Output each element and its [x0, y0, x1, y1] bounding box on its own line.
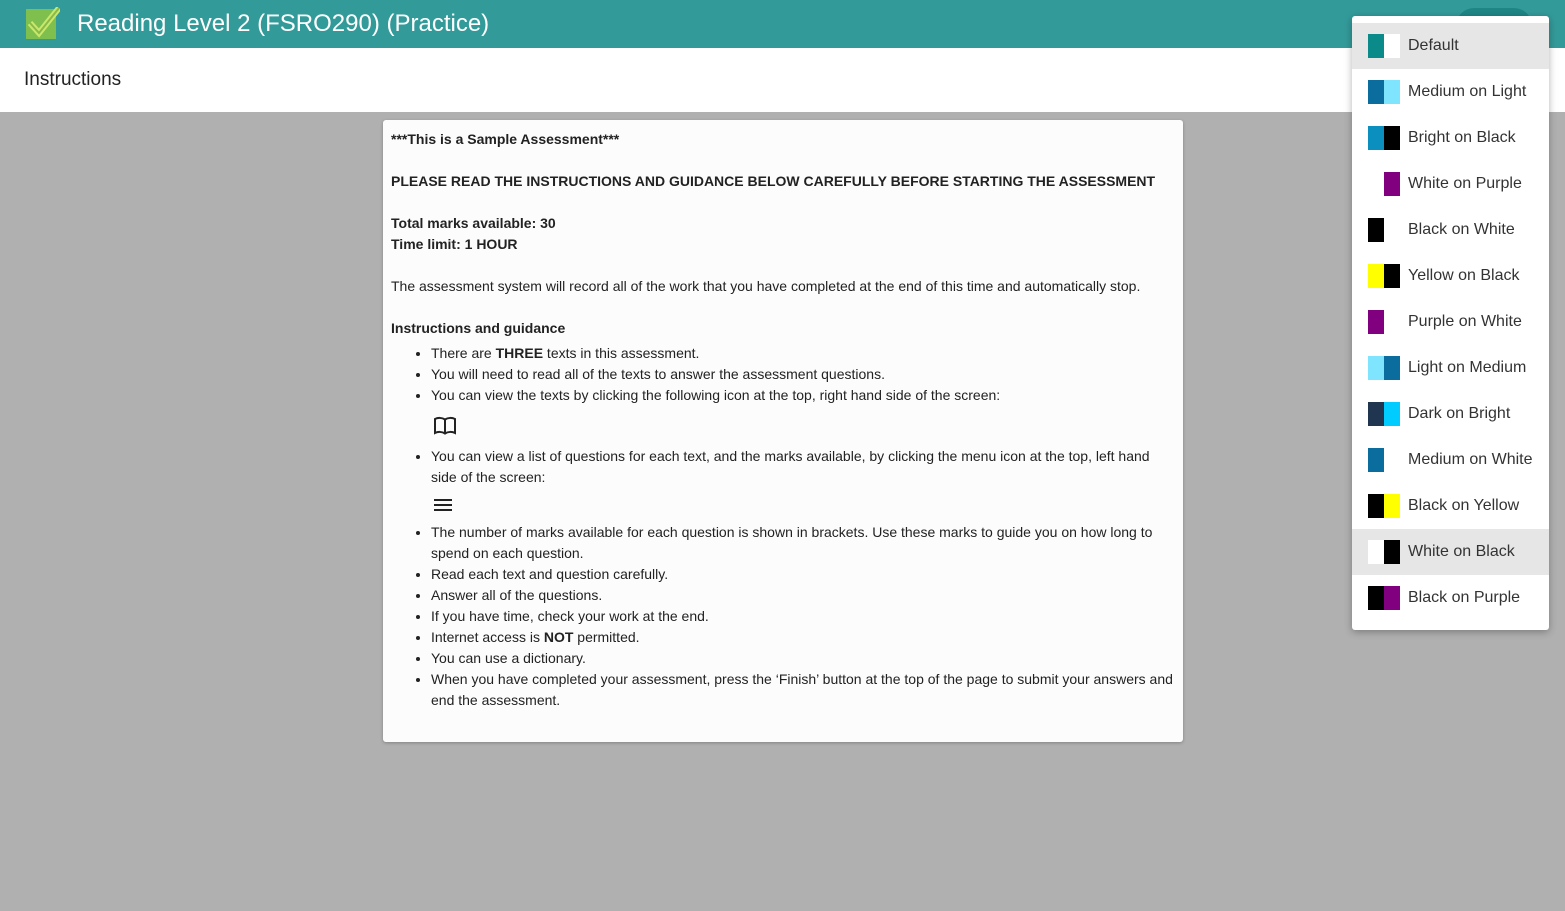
color-swatch-icon — [1368, 310, 1400, 334]
page-title: Instructions — [24, 69, 122, 90]
color-option-label: Black on Yellow — [1408, 497, 1520, 514]
color-option-label: Medium on White — [1408, 451, 1533, 468]
color-option-default[interactable] — [1352, 23, 1549, 69]
color-swatch-icon — [1368, 34, 1400, 58]
color-swatch-icon — [1368, 126, 1400, 150]
time-limit: Time limit: 1 HOUR — [391, 236, 518, 252]
hamburger-menu-icon — [433, 497, 453, 513]
sub-header — [0, 48, 1565, 112]
color-option-label: Black on Purple — [1408, 589, 1521, 606]
list-item: • You can view a list of questions for each text, and the marks available, by clicking the menu icon at the top, left hand side of the screen: — [431, 446, 1175, 522]
color-option-label: White on Black — [1408, 543, 1515, 560]
auto-stop-text: The assessment system will record all of the work that you have completed at the end of this time and automatically stop. — [391, 278, 1141, 294]
color-swatch-icon — [1368, 80, 1400, 104]
guidance-list — [391, 343, 1175, 711]
color-option-white-on-purple[interactable] — [1352, 161, 1549, 207]
color-option-white-on-black[interactable] — [1352, 529, 1549, 575]
color-option-bright-on-black[interactable] — [1352, 115, 1549, 161]
top-bar — [0, 0, 1565, 48]
color-option-black-on-purple[interactable] — [1352, 575, 1549, 621]
instructions-card — [383, 120, 1183, 742]
color-swatch-icon — [1368, 218, 1400, 242]
color-option-medium-on-white[interactable] — [1352, 437, 1549, 483]
color-swatch-icon — [1368, 402, 1400, 426]
color-swatch-icon — [1368, 494, 1400, 518]
color-swatch-icon — [1368, 356, 1400, 380]
color-option-label: Bright on Black — [1408, 129, 1516, 146]
color-swatch-icon — [1368, 586, 1400, 610]
color-option-label: Purple on White — [1408, 313, 1522, 330]
color-option-label: Light on Medium — [1408, 359, 1527, 376]
color-option-yellow-on-black[interactable] — [1352, 253, 1549, 299]
color-option-label: Black on White — [1408, 221, 1515, 238]
color-swatch-icon — [1368, 540, 1400, 564]
color-option-black-on-yellow[interactable] — [1352, 483, 1549, 529]
color-option-black-on-white[interactable] — [1352, 207, 1549, 253]
guidance-heading: Instructions and guidance — [391, 320, 566, 336]
list-item: • Answer all of the questions. — [431, 585, 1175, 606]
color-option-light-on-medium[interactable] — [1352, 345, 1549, 391]
list-item: • The number of marks available for each question is shown in brackets. Use these marks to guide you on how long to spend on each question. — [431, 522, 1175, 564]
color-scheme-menu — [1352, 16, 1549, 630]
color-swatch-icon — [1368, 264, 1400, 288]
color-option-label: White on Purple — [1408, 175, 1522, 192]
color-option-label: Yellow on Black — [1408, 267, 1520, 284]
color-option-medium-on-light[interactable] — [1352, 69, 1549, 115]
color-option-label: Dark on Bright — [1408, 405, 1511, 422]
color-option-label: Medium on Light — [1408, 83, 1527, 100]
list-item: • You will need to read all of the texts to answer the assessment questions. — [431, 364, 1175, 385]
total-marks: Total marks available: 30 — [391, 215, 556, 231]
app-title: Reading Level 2 (FSRO290) (Practice) — [77, 10, 490, 37]
sample-notice: ***This is a Sample Assessment*** — [391, 131, 620, 147]
color-swatch-icon — [1368, 448, 1400, 472]
list-item: • You can view the texts by clicking the following icon at the top, right hand side of the screen: — [431, 385, 1175, 446]
list-item: • You can use a dictionary. — [431, 648, 1175, 669]
read-carefully-heading: PLEASE READ THE INSTRUCTIONS AND GUIDANCE BELOW CAREFULLY BEFORE STARTING THE ASSESSMENT — [391, 173, 1156, 189]
list-item: • Read each text and question carefully. — [431, 564, 1175, 585]
color-option-dark-on-bright[interactable] — [1352, 391, 1549, 437]
list-item: • If you have time, check your work at the end. — [431, 606, 1175, 627]
list-item: • There are THREE texts in this assessment. — [431, 343, 1175, 364]
open-book-icon — [433, 416, 457, 436]
color-option-purple-on-white[interactable] — [1352, 299, 1549, 345]
color-swatch-icon — [1368, 172, 1400, 196]
color-option-label: Default — [1408, 37, 1459, 54]
list-item: • Internet access is NOT permitted. — [431, 627, 1175, 648]
list-item: • When you have completed your assessment, press the ‘Finish’ button at the top of the page to submit your answers and end the assessment. — [431, 669, 1175, 711]
checkmark-logo-icon — [26, 7, 60, 39]
